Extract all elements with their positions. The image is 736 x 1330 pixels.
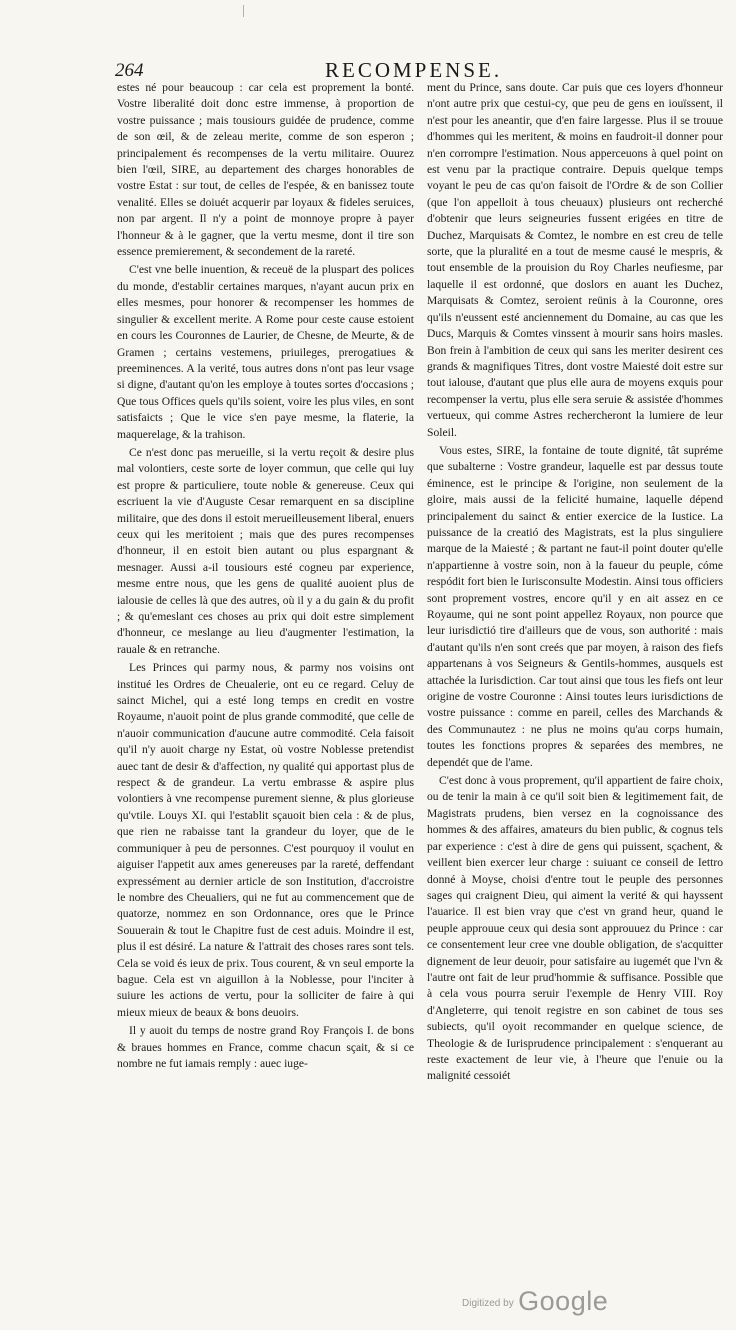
left-column <box>117 80 414 1074</box>
paragraph: ment du Prince, sans doute. Car puis que ces loyers d'honneur n'ont autre prix que cestui-cy, que peu de gens en iouïssent, il n'est pour les aneantir, que d'en faire largesse. Plus il se trouue d'hommes qui les meritent, & moins en faudroit-il donner pour n'en corrompre l'estimation. Nous apperceuons à quel point on est venu par la practique contraire. Depuis quelque temps voyant le peu de cas qu'on faisoit de l'Ordre & de son Collier (que l'on appelloit à tous cheuaux) plusieurs ont recherché d'obtenir que leurs seigneuries fussent erigées en titre de Duchez, Marquisats & Comtez, le nombre en est creu de telle sorte, que la pluralité en a tout de mesme causé le mespris, & tout ensemble de la prouision du Roy Charles neufiesme, par laquelle il est ordonné, que doslors en auant les Duchez, Marquisats & Comtez, seroient reünis à la Couronne, ores qu'ils n'eussent esté anciennement du Domaine, au cas que les Ducs, Marquis & Comtes vinssent à mourir sans hoirs masles. Bon frein à l'ambition de ceux qui sans les meriter desirent ces grands & magnifiques Titres, dont vostre Maiesté doit estre sur tout ialouse, d'autant que plus elle aura de moyens exquis pour recompenser la vertu, plus elle sera seruie & assistée d'hommes vertueux, qui comme Astres rechercheront la lumiere de leur Soleil. <box>427 81 723 439</box>
paragraph: Ce n'est donc pas merueille, si la vertu reçoit & desire plus mal volontiers, ceste sorte de loyer commun, que celle qui luy est propre & particuliere, toute noble & genereuse. Ceux qui escriuent la vie d'Auguste Cesar remarquent en sa discipline militaire, que des dons il estoit merueilleusement liberal, enuers ceux qui les meritoient ; mais que des pures recompenses d'honneur, il en estoit bien autant ou plus espargnant & mesnager. Aussi a-il tousiours esté cogneu par experience, mesme entre nous, que les gens de qualité auoient plus de ialousie de celles là que des autres, où il y a du gain & du profit ; & qu'emeslant ces choses au prix qui doit estre simplement d'honneur, ce meslange au lieu d'augmenter l'estimation, la rauale & en retranche. <box>117 445 414 656</box>
right-column <box>427 80 723 1087</box>
digitized-by-google-watermark <box>462 1286 608 1317</box>
running-title: RECOMPENSE. <box>325 58 503 82</box>
paragraph: Les Princes qui parmy nous, & parmy nos voisins ont institué les Ordres de Cheualerie, ont eu ce regard. Celuy de sainct Michel, qui a esté long temps en credit en vostre Royaume, n'auoit point de plus grande commodité, que celle de n'auoir communication d'aucune autre commodité. Cela faisoit qu'il n'y auoit charge ny Estat, où vostre Noblesse pretendist auec tant de desir & d'affection, ny qualité qui apportast plus de respect & de grandeur. La vertu embrasse & aspire plus volontiers à vne recompense purement sienne, & plus glorieuse qu'vtile. Louys XI. qui l'establit sçauoit bien cela : & de plus, que rien ne rabaisse tant la grandeur du loyer, que de le communiquer à peu de personnes. C'est pourquoy il voulut en aiguiser l'appetit aux ames genereuses par la rareté, deffendant expressément au dernier article de son Institution, d'accroistre le nombre des Cheualiers, qui ne fut au commencement que de quatorze, nommez en son Ordonnance, ores que le Prince Souuerain & tout le Chapitre fust de cest aduis. Moindre il est, plus il est désiré. La nature & l'attrait des choses rares sont tels. Cela se void és ieux de prix. Tous courent, & vn seul emporte la bague. Cela est vn aiguillon à la Noblesse, pour l'inciter à suiure les actions de vertu, pour la solliciter de faire à qui mieux mieux de beaux & bons deuoirs. <box>117 661 414 1019</box>
paragraph: C'est vne belle inuention, & receuë de la pluspart des polices du monde, d'establir certaines marques, n'ayant aucun prix en elles mesmes, pour honorer & recompenser les hommes de singulier & excellent merite. A Rome pour ceste cause estoient en cours les Couronnes de Laurier, de Chesne, de Meurte, & de Gramen ; certains vestemens, priuileges, prerogatiues & preeminences. A la verité, tous autres dons n'ont pas leur vsage si digne, d'autant qu'on les employe à toutes sortes d'occasions ; Que tous Offices quels qu'ils soient, voire les plus viles, en sont satisfaicts ; Que le vice s'en paye mesme, la flaterie, la maquerelage, & la trahison. <box>117 263 414 441</box>
paragraph: Vous estes, SIRE, la fontaine de toute dignité, tât supréme que subalterne : Vostre grandeur, laquelle est par dessus toute éminence, est le principe & l'origine, non seulement de la gloire, mais aussi de la felicité humaine, laquelle dépend principalement du sainct & entier exercice de la Iustice. La puissance de la creatió des Magistrats, est la plus singuliere marque de la Maiesté ; & partant ne faut-il point douter qu'elle n'appartienne à vostre soin, non à la faueur du peuple, cóme respódit fort bien le Iurisconsulte Modestin. Ainsi tous officiers sont proprement vostres, encore qu'il y en ait assez en ce Royaume, qui ne sont point appellez Royaux, non pource que leur iurisdictió tire d'ailleurs que de vous, son authorité : mais d'autant qu'ils n'en sont creés que par moyen, à raison des fiefs appartenans à vos Seigneurs & Gentils-hommes, ausquels est attachée la Iurisdiction. Car tout ainsi que tous les fiefs ont leur origine de vostre Couronne : Ainsi toutes leurs iurisdictions de vostre puissance : comme en pareil, celles des Marchands & des Communautez : ne plus ne moins qu'au corps humain, toutes les fonctions propres & separées des membres, ne dependét que de l'ame. <box>427 443 723 769</box>
gutter-mark <box>243 5 244 17</box>
watermark-prefix: Digitized by <box>462 1298 514 1309</box>
page-number: 264 <box>115 60 144 81</box>
google-logo: Google <box>518 1286 609 1316</box>
paragraph: C'est donc à vous proprement, qu'il appartient de faire choix, ou de tenir la main à ce qu'il soit bien & legitimement fait, de Magistrats prudens, bien versez en la cognoissance des hommes & des affaires, amateurs du bien public, & cognus tels par experience : c'est à dire de gens qui puissent, sçachent, & veillent bien exercer leur charge : suiuant ce conseil de Iettro donné à Moyse, choisi d'entre tout le peuple des personnes sages qui craignent Dieu, qui aiment la verité & qui hayssent l'auarice. Il est bien vray que c'est vn grand heur, quand le peuple approuue ceux qui desia sont approuuez du Prince : car ce consentement leur cree vne double obligation, de s'acquitter dignement de leur deuoir, pour satisfaire au iugemét que l'vn & l'autre ont fait de leur prud'hommie & suffisance. Possible que à cela vous pourra seruir l'exemple de Henry VIII. Roy d'Angleterre, qui tenoit registre en son cabinet de tous ses subiects, qu'il oyoit recommander en quelque science, de Theologie & de Iurisprudence principalement : s'enquerant au reste exactement de leur vie, à l'heure que l'enuie ou la malignité cessoiét <box>427 774 723 1083</box>
paragraph: estes né pour beaucoup : car cela est proprement la bonté. Vostre liberalité doit donc estre immense, à proportion de vostre puissance ; mais tousiours guidée de prudence, comme de son œil, & de zeleau merite, comme de son esperon ; principalement és recompenses de la vertu militaire. Ouurez bien l'œil, SIRE, au departement des charges honorables de vostre Estat : sur tout, de celles de l'espée, & en banissez toute venalité. Elles se doiuét acquerir par loyaux & fideles seruices, non par argent. Il n'y a point de monnoye propre à payer l'honneur & à le gagner, que la vertu mesme, dont il tire son essence premierement, & secondement de la rareté. <box>117 81 414 259</box>
paragraph: Il y auoit du temps de nostre grand Roy François I. de bons & braues hommes en France, comme chacun sçait, & si ce nombre ne fut iamais remply : auec iuge- <box>117 1024 414 1070</box>
